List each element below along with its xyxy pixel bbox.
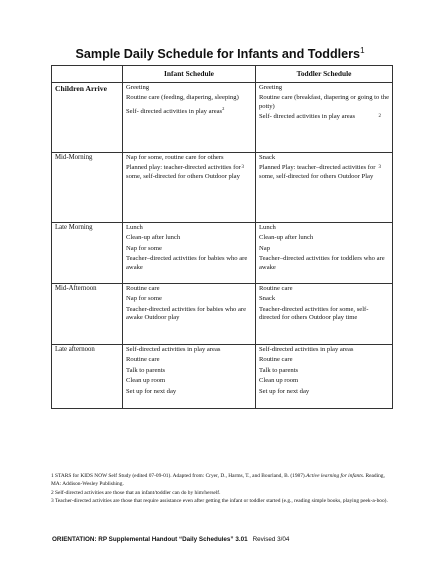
footnote-ref: 3 — [241, 165, 244, 171]
footnote-1-tail: . Reading, MA: Addison-Wesley Publishing. — [51, 473, 385, 488]
activity: Self-directed activities in play areas — [126, 346, 221, 353]
activity: Talk to parents — [126, 366, 166, 374]
activity: Snack — [259, 295, 276, 303]
activity-text: Planned play: teacher-directed activities for some, self-directed for others Outdoor play — [126, 164, 241, 180]
footnote-ref: 2 — [378, 114, 381, 120]
activity: Routine care (breakfast, diapering or going to the potty) — [259, 94, 389, 110]
activity: Routine care (feeding, diapering, sleeping) — [126, 94, 239, 102]
footnote-1 — [51, 472, 396, 489]
activity: Nap for some, routine care for others — [126, 154, 224, 161]
activity: Teacher-directed activities for some, self-directed for others Outdoor play time — [259, 305, 369, 322]
activity: Greeting — [126, 84, 150, 91]
toddler-cell — [256, 345, 393, 409]
activity: Set up for next day — [126, 387, 177, 395]
footnotes — [51, 472, 396, 505]
footnote-3: 3 Teacher-directed activities are those that require assistance even after getting the infant or toddler started (e.g., reading simple books, playing peek-a-boo). — [51, 497, 388, 504]
table-row — [52, 83, 393, 153]
activity: Self-directed activities in play areas — [259, 346, 354, 353]
activity: Routine care — [259, 356, 293, 364]
table-row — [52, 284, 393, 345]
activity-text: Self- directed activities in play areas — [126, 108, 223, 116]
footnote-1-text: 1 STARS for KIDS NOW Self Study (edited 07-09-01). Adapted from: Cryer, D., Harms, T., and Bourland, B. (1987). — [51, 473, 307, 479]
activity: Lunch — [259, 224, 276, 231]
activity: Snack — [259, 154, 276, 161]
title-text: Sample Daily Schedule for Infants and Toddlers — [75, 47, 361, 62]
activity: Greeting — [259, 84, 283, 91]
activity — [259, 164, 389, 180]
activity: Set up for next day — [259, 387, 310, 395]
page-title — [0, 46, 440, 61]
footnote-1-italic: Active learning for infants — [306, 473, 363, 479]
table-header-row — [52, 66, 393, 83]
page-footer — [52, 536, 402, 543]
activity: Clean up room — [126, 377, 166, 385]
infant-cell — [123, 153, 256, 223]
activity: Routine care — [259, 285, 293, 292]
footer-text: ORIENTATION: RP Supplemental Handout “Daily Schedules” 3.01 — [52, 536, 248, 543]
activity: Clean-up after lunch — [259, 234, 314, 242]
infant-cell — [123, 83, 256, 153]
activity: Nap — [259, 244, 270, 252]
activity: Lunch — [126, 224, 143, 231]
activity: Teacher–directed activities for babies who are awake — [126, 255, 248, 271]
toddler-cell — [256, 153, 393, 223]
infant-cell — [123, 345, 256, 409]
activity: Routine care — [126, 285, 160, 292]
toddler-cell — [256, 223, 393, 284]
row-label: Mid-Afternoon — [52, 284, 123, 345]
activity — [126, 105, 252, 116]
schedule-table — [51, 65, 393, 409]
activity: Nap for some — [126, 295, 162, 303]
table-row — [52, 345, 393, 409]
footnote-2: 2 Self-directed activities are those that an infant/toddler can do by him/herself. — [51, 489, 221, 496]
activity — [259, 113, 389, 121]
footnote-ref: 3 — [378, 165, 381, 171]
infant-cell — [123, 284, 256, 345]
activity: Clean-up after lunch — [126, 234, 181, 242]
activity: Teacher–directed activities for toddlers who are awake — [259, 255, 385, 271]
header-blank — [52, 66, 123, 83]
table-row — [52, 153, 393, 223]
revision-date: Revised 3/04 — [252, 536, 290, 543]
activity: Clean up room — [259, 377, 299, 385]
table-row — [52, 223, 393, 284]
activity — [126, 164, 252, 180]
toddler-cell — [256, 83, 393, 153]
toddler-cell — [256, 284, 393, 345]
row-label: Late afternoon — [52, 345, 123, 409]
footnote-ref: 2 — [222, 105, 225, 111]
title-footnote-ref: 1 — [360, 46, 365, 55]
infant-cell — [123, 223, 256, 284]
row-label: Mid-Morning — [52, 153, 123, 223]
activity: Teacher-directed activities for babies who are awake Outdoor play — [126, 305, 247, 322]
row-label: Late Morning — [52, 223, 123, 284]
header-toddler: Toddler Schedule — [256, 66, 393, 83]
header-infant: Infant Schedule — [123, 66, 256, 83]
activity-text: Self- directed activities in play areas — [259, 113, 356, 121]
row-label: Children Arrive — [52, 83, 123, 153]
activity-text: Planned Play: teacher–directed activities for some, self-directed for others Outdoor Play — [259, 164, 376, 180]
activity: Routine care — [126, 356, 160, 364]
activity: Nap for some — [126, 244, 162, 252]
activity: Talk to parents — [259, 366, 299, 374]
